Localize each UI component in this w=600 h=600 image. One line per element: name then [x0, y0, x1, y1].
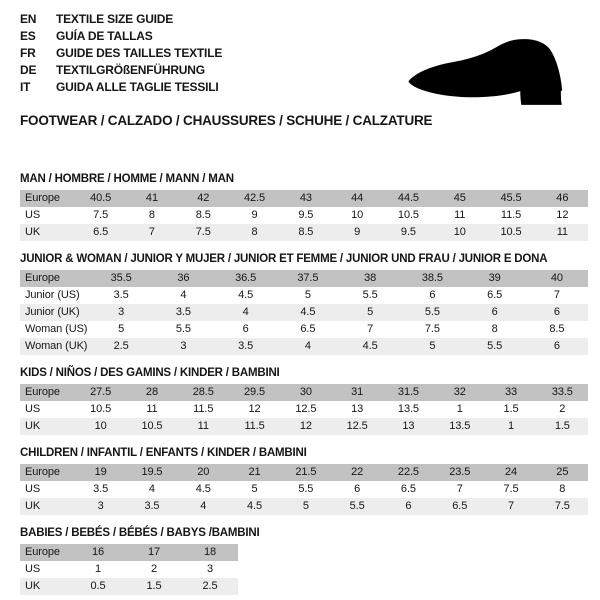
- size-cell: 27.5: [90, 386, 112, 398]
- size-cell: 4: [180, 289, 187, 301]
- size-cell: 3.5: [144, 500, 160, 512]
- size-cell: 7.5: [93, 209, 109, 221]
- table-row: [20, 544, 238, 561]
- size-cell: 3.5: [113, 289, 129, 301]
- size-cell: 1.5: [146, 580, 162, 592]
- table-title: MAN / HOMBRE / HOMME / MANN / MAN: [20, 173, 234, 185]
- table-row: [20, 481, 588, 498]
- size-cell: 5: [304, 289, 311, 301]
- size-cell: 39: [488, 272, 501, 284]
- size-cell: 25: [556, 466, 569, 478]
- table-title: BABIES / BEBÉS / BÉBÉS / BABYS /BAMBINI: [20, 527, 260, 539]
- size-cell: 7: [508, 500, 515, 512]
- shoe-icon: [392, 28, 592, 108]
- size-cell: 1: [456, 403, 463, 415]
- language-code: DE: [20, 63, 37, 77]
- size-cell: 6: [405, 500, 412, 512]
- category-title: FOOTWEAR / CALZADO / CHAUSSURES / SCHUHE / CALZATURE: [20, 113, 433, 128]
- row-label: Woman (UK): [25, 340, 88, 352]
- size-cell: 6: [553, 306, 560, 318]
- size-cell: 10.5: [141, 420, 163, 432]
- size-cell: 24: [505, 466, 518, 478]
- size-cell: 1: [94, 563, 102, 575]
- size-cell: 21: [248, 466, 261, 478]
- size-cell: 2: [559, 403, 566, 415]
- size-cell: 10.5: [500, 226, 522, 238]
- size-table-0: [20, 173, 588, 241]
- size-cell: 6: [553, 340, 560, 352]
- row-label: US: [25, 563, 41, 575]
- size-cell: 10: [453, 226, 466, 238]
- language-label: TEXTILE SIZE GUIDE: [56, 12, 174, 26]
- row-label: UK: [25, 580, 41, 592]
- size-cell: 46: [556, 192, 569, 204]
- size-cell: 5.5: [362, 289, 378, 301]
- size-cell: 4.5: [247, 500, 263, 512]
- size-cell: 8: [148, 209, 155, 221]
- size-cell: 2.5: [202, 580, 218, 592]
- size-cell: 42.5: [244, 192, 266, 204]
- table-row: [20, 498, 588, 515]
- row-label: Junior (UK): [25, 306, 80, 318]
- size-cell: 3: [118, 306, 125, 318]
- size-cell: 4.5: [362, 340, 378, 352]
- row-label: US: [25, 403, 41, 415]
- row-label: Europe: [25, 192, 60, 204]
- size-cell: 7.5: [424, 323, 440, 335]
- table-row: [20, 207, 588, 224]
- size-cell: 9.5: [298, 209, 314, 221]
- size-cell: 37.5: [297, 272, 319, 284]
- size-cell: 8: [559, 483, 566, 495]
- size-cell: 2.5: [113, 340, 129, 352]
- size-cell: 35.5: [110, 272, 132, 284]
- table-row: [20, 578, 238, 595]
- size-cell: 9.5: [400, 226, 416, 238]
- size-cell: 12: [556, 209, 569, 221]
- size-cell: 3: [97, 500, 104, 512]
- size-cell: 5.5: [349, 500, 365, 512]
- row-label: UK: [25, 420, 41, 432]
- size-cell: 13: [351, 403, 364, 415]
- size-cell: 13: [402, 420, 415, 432]
- size-table-4: [20, 527, 588, 595]
- size-cell: 12.5: [295, 403, 317, 415]
- row-label: Junior (US): [25, 289, 80, 301]
- size-cell: 22.5: [397, 466, 419, 478]
- size-cell: 5: [302, 500, 309, 512]
- row-label: UK: [25, 226, 41, 238]
- table-row: [20, 418, 588, 435]
- size-cell: 3: [180, 340, 187, 352]
- size-cell: 7: [367, 323, 374, 335]
- size-cell: 4.5: [195, 483, 211, 495]
- size-cell: 1: [508, 420, 515, 432]
- table-row: [20, 321, 588, 338]
- size-cell: 6.5: [400, 483, 416, 495]
- size-cell: 30: [299, 386, 312, 398]
- size-cell: 40.5: [90, 192, 112, 204]
- size-cell: 8.5: [195, 209, 211, 221]
- size-cell: 16: [91, 546, 105, 558]
- size-cell: 6.5: [452, 500, 468, 512]
- size-cell: 6: [354, 483, 361, 495]
- size-cell: 10: [94, 420, 107, 432]
- table-row: [20, 338, 588, 355]
- table-rows: [20, 464, 588, 515]
- language-code: FR: [20, 46, 36, 60]
- size-cell: 6.5: [93, 226, 109, 238]
- size-cell: 8.5: [549, 323, 565, 335]
- table-row: [20, 384, 588, 401]
- size-cell: 5.5: [175, 323, 191, 335]
- size-cell: 3.5: [175, 306, 191, 318]
- size-cell: 11.5: [193, 403, 214, 415]
- size-cell: 43: [299, 192, 312, 204]
- size-cell: 7: [456, 483, 463, 495]
- size-cell: 12.5: [346, 420, 368, 432]
- language-label: GUIDA ALLE TAGLIE TESSILI: [56, 80, 219, 94]
- language-label: GUÍA DE TALLAS: [56, 29, 153, 43]
- size-cell: 5.5: [298, 483, 314, 495]
- size-cell: 31: [351, 386, 364, 398]
- size-cell: 28: [145, 386, 158, 398]
- table-title: JUNIOR & WOMAN / JUNIOR Y MUJER / JUNIOR ET FEMME / JUNIOR UND FRAU / JUNIOR E DONA: [20, 253, 548, 265]
- size-table-2: [20, 367, 588, 435]
- size-cell: 11: [146, 403, 158, 415]
- size-cell: 18: [203, 546, 217, 558]
- table-row: [20, 270, 588, 287]
- size-cell: 4: [200, 500, 207, 512]
- size-cell: 21.5: [295, 466, 317, 478]
- size-cell: 33: [505, 386, 518, 398]
- table-row: [20, 190, 588, 207]
- table-title: KIDS / NIÑOS / DES GAMINS / KINDER / BAMBINI: [20, 367, 280, 379]
- size-cell: 5: [367, 306, 374, 318]
- size-tables: [20, 173, 588, 595]
- size-cell: 1.5: [554, 420, 570, 432]
- size-cell: 31.5: [397, 386, 419, 398]
- size-cell: 3.5: [93, 483, 109, 495]
- table-rows: [20, 270, 588, 355]
- size-cell: 7: [148, 226, 155, 238]
- size-cell: 7: [553, 289, 560, 301]
- size-cell: 7.5: [503, 483, 519, 495]
- size-cell: 10.5: [90, 403, 112, 415]
- size-cell: 45.5: [500, 192, 522, 204]
- size-cell: 3.5: [238, 340, 254, 352]
- size-cell: 4: [242, 306, 249, 318]
- row-label: Europe: [25, 546, 60, 558]
- size-cell: 22: [351, 466, 364, 478]
- size-cell: 44: [351, 192, 364, 204]
- table-row: [20, 287, 588, 304]
- size-cell: 5: [429, 340, 436, 352]
- row-label: Europe: [25, 272, 60, 284]
- size-cell: 1.5: [503, 403, 519, 415]
- table-row: [20, 464, 588, 481]
- size-cell: 11.5: [244, 420, 265, 432]
- size-cell: 11: [454, 209, 466, 221]
- size-cell: 5.5: [424, 306, 440, 318]
- size-cell: 33.5: [551, 386, 573, 398]
- size-cell: 12: [299, 420, 312, 432]
- table-row: [20, 401, 588, 418]
- table-rows: [20, 544, 238, 595]
- row-label: UK: [25, 500, 41, 512]
- row-label: US: [25, 483, 41, 495]
- size-cell: 40: [550, 272, 563, 284]
- size-cell: 19: [94, 466, 107, 478]
- size-cell: 2: [150, 563, 158, 575]
- size-cell: 20: [197, 466, 210, 478]
- size-cell: 5: [251, 483, 258, 495]
- size-cell: 44.5: [397, 192, 419, 204]
- table-rows: [20, 384, 588, 435]
- size-table-3: [20, 447, 588, 515]
- size-cell: 4: [304, 340, 311, 352]
- size-cell: 17: [147, 546, 161, 558]
- table-row: [20, 561, 238, 578]
- row-label: Woman (US): [25, 323, 88, 335]
- size-cell: 42: [197, 192, 210, 204]
- size-cell: 41: [145, 192, 158, 204]
- size-cell: 8: [491, 323, 498, 335]
- table-row: [20, 304, 588, 321]
- size-cell: 9: [354, 226, 361, 238]
- size-cell: 4.5: [238, 289, 254, 301]
- size-cell: 11: [556, 226, 568, 238]
- size-cell: 10.5: [397, 209, 419, 221]
- size-cell: 10: [351, 209, 364, 221]
- size-cell: 23.5: [449, 466, 471, 478]
- size-cell: 8.5: [298, 226, 314, 238]
- size-cell: 29.5: [244, 386, 266, 398]
- size-cell: 4.5: [300, 306, 316, 318]
- size-cell: 4: [148, 483, 155, 495]
- size-cell: 6: [429, 289, 436, 301]
- row-label: Europe: [25, 386, 60, 398]
- language-label: GUIDE DES TAILLES TEXTILE: [56, 46, 223, 60]
- language-code: ES: [20, 29, 36, 43]
- size-cell: 28.5: [192, 386, 214, 398]
- language-row-en: [20, 11, 588, 28]
- row-label: US: [25, 209, 41, 221]
- size-cell: 3: [206, 563, 214, 575]
- size-cell: 38: [364, 272, 377, 284]
- size-cell: 36: [177, 272, 190, 284]
- size-cell: 6.5: [487, 289, 503, 301]
- language-code: EN: [20, 12, 37, 26]
- size-cell: 7.5: [554, 500, 570, 512]
- size-cell: 9: [251, 209, 258, 221]
- size-table-1: [20, 253, 588, 355]
- size-cell: 13.5: [397, 403, 419, 415]
- table-title: CHILDREN / INFANTIL / ENFANTS / KINDER / BAMBINI: [20, 447, 307, 459]
- size-cell: 12: [248, 403, 261, 415]
- size-cell: 6: [242, 323, 249, 335]
- size-cell: 32: [453, 386, 466, 398]
- size-cell: 0.5: [90, 580, 106, 592]
- size-cell: 5: [118, 323, 125, 335]
- size-cell: 36.5: [235, 272, 257, 284]
- size-cell: 6: [491, 306, 498, 318]
- table-rows: [20, 190, 588, 241]
- size-cell: 19.5: [141, 466, 163, 478]
- size-cell: 6.5: [300, 323, 316, 335]
- size-cell: 5.5: [487, 340, 503, 352]
- language-label: TEXTILGRÖßENFÜHRUNG: [56, 63, 205, 77]
- size-cell: 11.5: [500, 209, 522, 221]
- size-cell: 7.5: [195, 226, 211, 238]
- size-cell: 45: [453, 192, 466, 204]
- size-cell: 38.5: [421, 272, 443, 284]
- row-label: Europe: [25, 466, 60, 478]
- size-cell: 11: [197, 420, 209, 432]
- size-cell: 8: [251, 226, 258, 238]
- size-cell: 13.5: [449, 420, 471, 432]
- table-row: [20, 224, 588, 241]
- language-code: IT: [20, 80, 31, 94]
